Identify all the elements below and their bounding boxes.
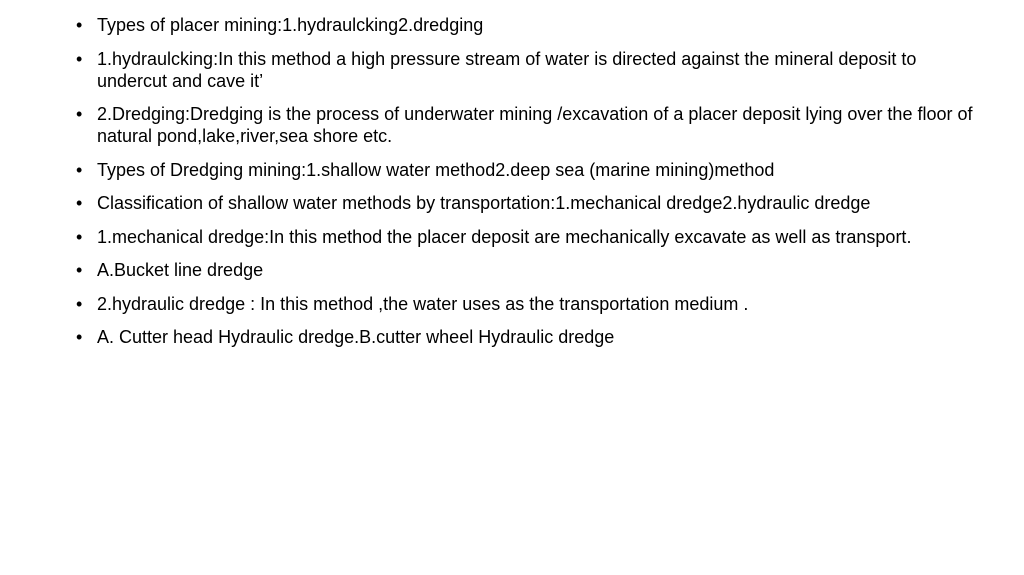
bullet-icon: •	[76, 193, 83, 213]
bullet-list	[76, 14, 976, 360]
bullet-text: Types of Dredging mining:1.shallow water method2.deep sea (marine mining)method	[97, 159, 775, 180]
bullet-icon: •	[76, 226, 83, 247]
bullet-icon: •	[76, 260, 83, 280]
bullet-text: A.Bucket line dredge	[97, 260, 264, 280]
bullet-item	[76, 48, 976, 92]
bullet-text: 2.Dredging:Dredging is the process of underwater mining /excavation of a placer deposit lying over the floor of natural pond,lake,river,sea shore etc.	[97, 104, 973, 146]
bullet-item	[76, 259, 976, 281]
bullet-icon: •	[76, 293, 83, 314]
bullet-item	[76, 159, 976, 181]
bullet-text: 2.hydraulic dredge : In this method ,the water uses as the transportation medium .	[97, 293, 749, 314]
bullet-item	[76, 326, 976, 348]
bullet-icon: •	[76, 48, 83, 69]
bullet-item	[76, 14, 976, 36]
bullet-item	[76, 226, 976, 248]
bullet-item	[76, 192, 976, 214]
bullet-icon: •	[76, 327, 83, 347]
bullet-text: Types of placer mining:1.hydraulcking2.dredging	[97, 15, 484, 35]
bullet-text: 1.hydraulcking:In this method a high pressure stream of water is directed against the mineral deposit to undercut and cave it’	[97, 48, 917, 91]
bullet-text: Classification of shallow water methods by transportation:1.mechanical dredge2.hydraulic dredge	[97, 193, 871, 213]
bullet-icon: •	[76, 159, 83, 180]
bullet-icon: •	[76, 15, 83, 35]
bullet-item	[76, 293, 976, 315]
bullet-text: A. Cutter head Hydraulic dredge.B.cutter wheel Hydraulic dredge	[97, 327, 615, 347]
bullet-item	[76, 103, 976, 147]
bullet-icon: •	[76, 104, 83, 124]
bullet-text: 1.mechanical dredge:In this method the placer deposit are mechanically excavate as well as transport.	[97, 226, 912, 247]
